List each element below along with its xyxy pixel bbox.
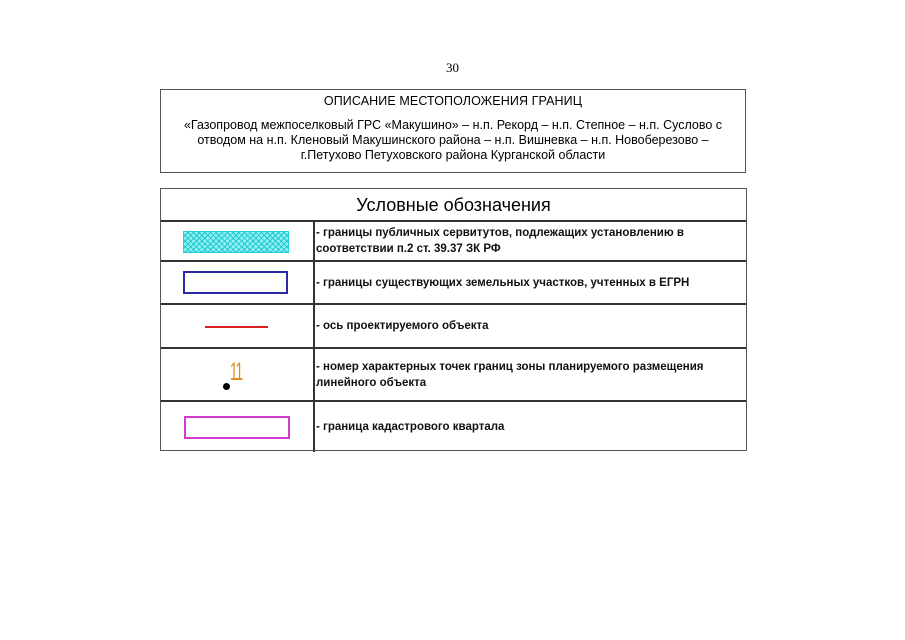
legend-item-4-line-2: линейного объекта (316, 376, 427, 389)
legend-title: Условные обозначения (161, 189, 746, 222)
blue-rectangle-icon (183, 271, 288, 294)
legend-symbol-cell (161, 402, 315, 452)
legend-item-5-text: - граница кадастрового квартала (316, 421, 505, 433)
legend-item-1-line-1: - границы публичных сервитутов, подлежащих установлению в (316, 227, 684, 239)
legend-table (160, 188, 747, 451)
legend-text-cell (315, 305, 746, 347)
description-line-1: «Газопровод межпоселковый ГРС «Макушино» – н.п. Рекорд – н.п. Степное – н.п. Суслово с (183, 118, 723, 132)
point-number-label: 11 (230, 358, 243, 386)
description-title: ОПИСАНИЕ МЕСТОПОЛОЖЕНИЯ ГРАНИЦ (323, 94, 583, 108)
legend-item-3-text: - ось проектируемого объекта (316, 320, 489, 332)
legend-symbol-cell (161, 262, 315, 303)
red-line-icon (205, 326, 268, 328)
point-number-icon (161, 349, 313, 400)
legend-row-cadastral-quarter (161, 402, 746, 452)
legend-row-land-plots (161, 262, 746, 305)
legend-symbol-cell (161, 222, 315, 260)
description-line-2: отводом на н.п. Кленовый Макушинского района – н.п. Вишневка – н.п. Новоберезово – (197, 133, 709, 147)
legend-item-4-line-1: - номер характерных точек границ зоны планируемого размещения (316, 360, 704, 373)
description-line-3: г.Петухово Петуховского района Курганской области (300, 148, 606, 162)
legend-text-cell (315, 349, 746, 400)
page-number: 30 (446, 60, 459, 75)
magenta-rectangle-icon (184, 416, 290, 439)
legend-item-1-line-2: соответствии п.2 ст. 39.37 ЗК РФ (316, 243, 501, 255)
legend-text-cell (315, 222, 746, 260)
legend-symbol-cell (161, 305, 315, 347)
cyan-hatched-rectangle-icon (183, 231, 289, 253)
legend-symbol-cell (161, 349, 315, 400)
legend-row-public-servitude (161, 222, 746, 262)
legend-text-cell (315, 262, 746, 303)
description-body (161, 118, 745, 163)
boundary-description-box (160, 89, 746, 173)
legend-row-object-axis (161, 305, 746, 349)
legend-item-2-text: - границы существующих земельных участков, учтенных в ЕГРН (316, 276, 690, 289)
legend-text-cell (315, 402, 746, 452)
legend-row-point-numbers (161, 349, 746, 402)
point-dot-icon (223, 383, 230, 390)
